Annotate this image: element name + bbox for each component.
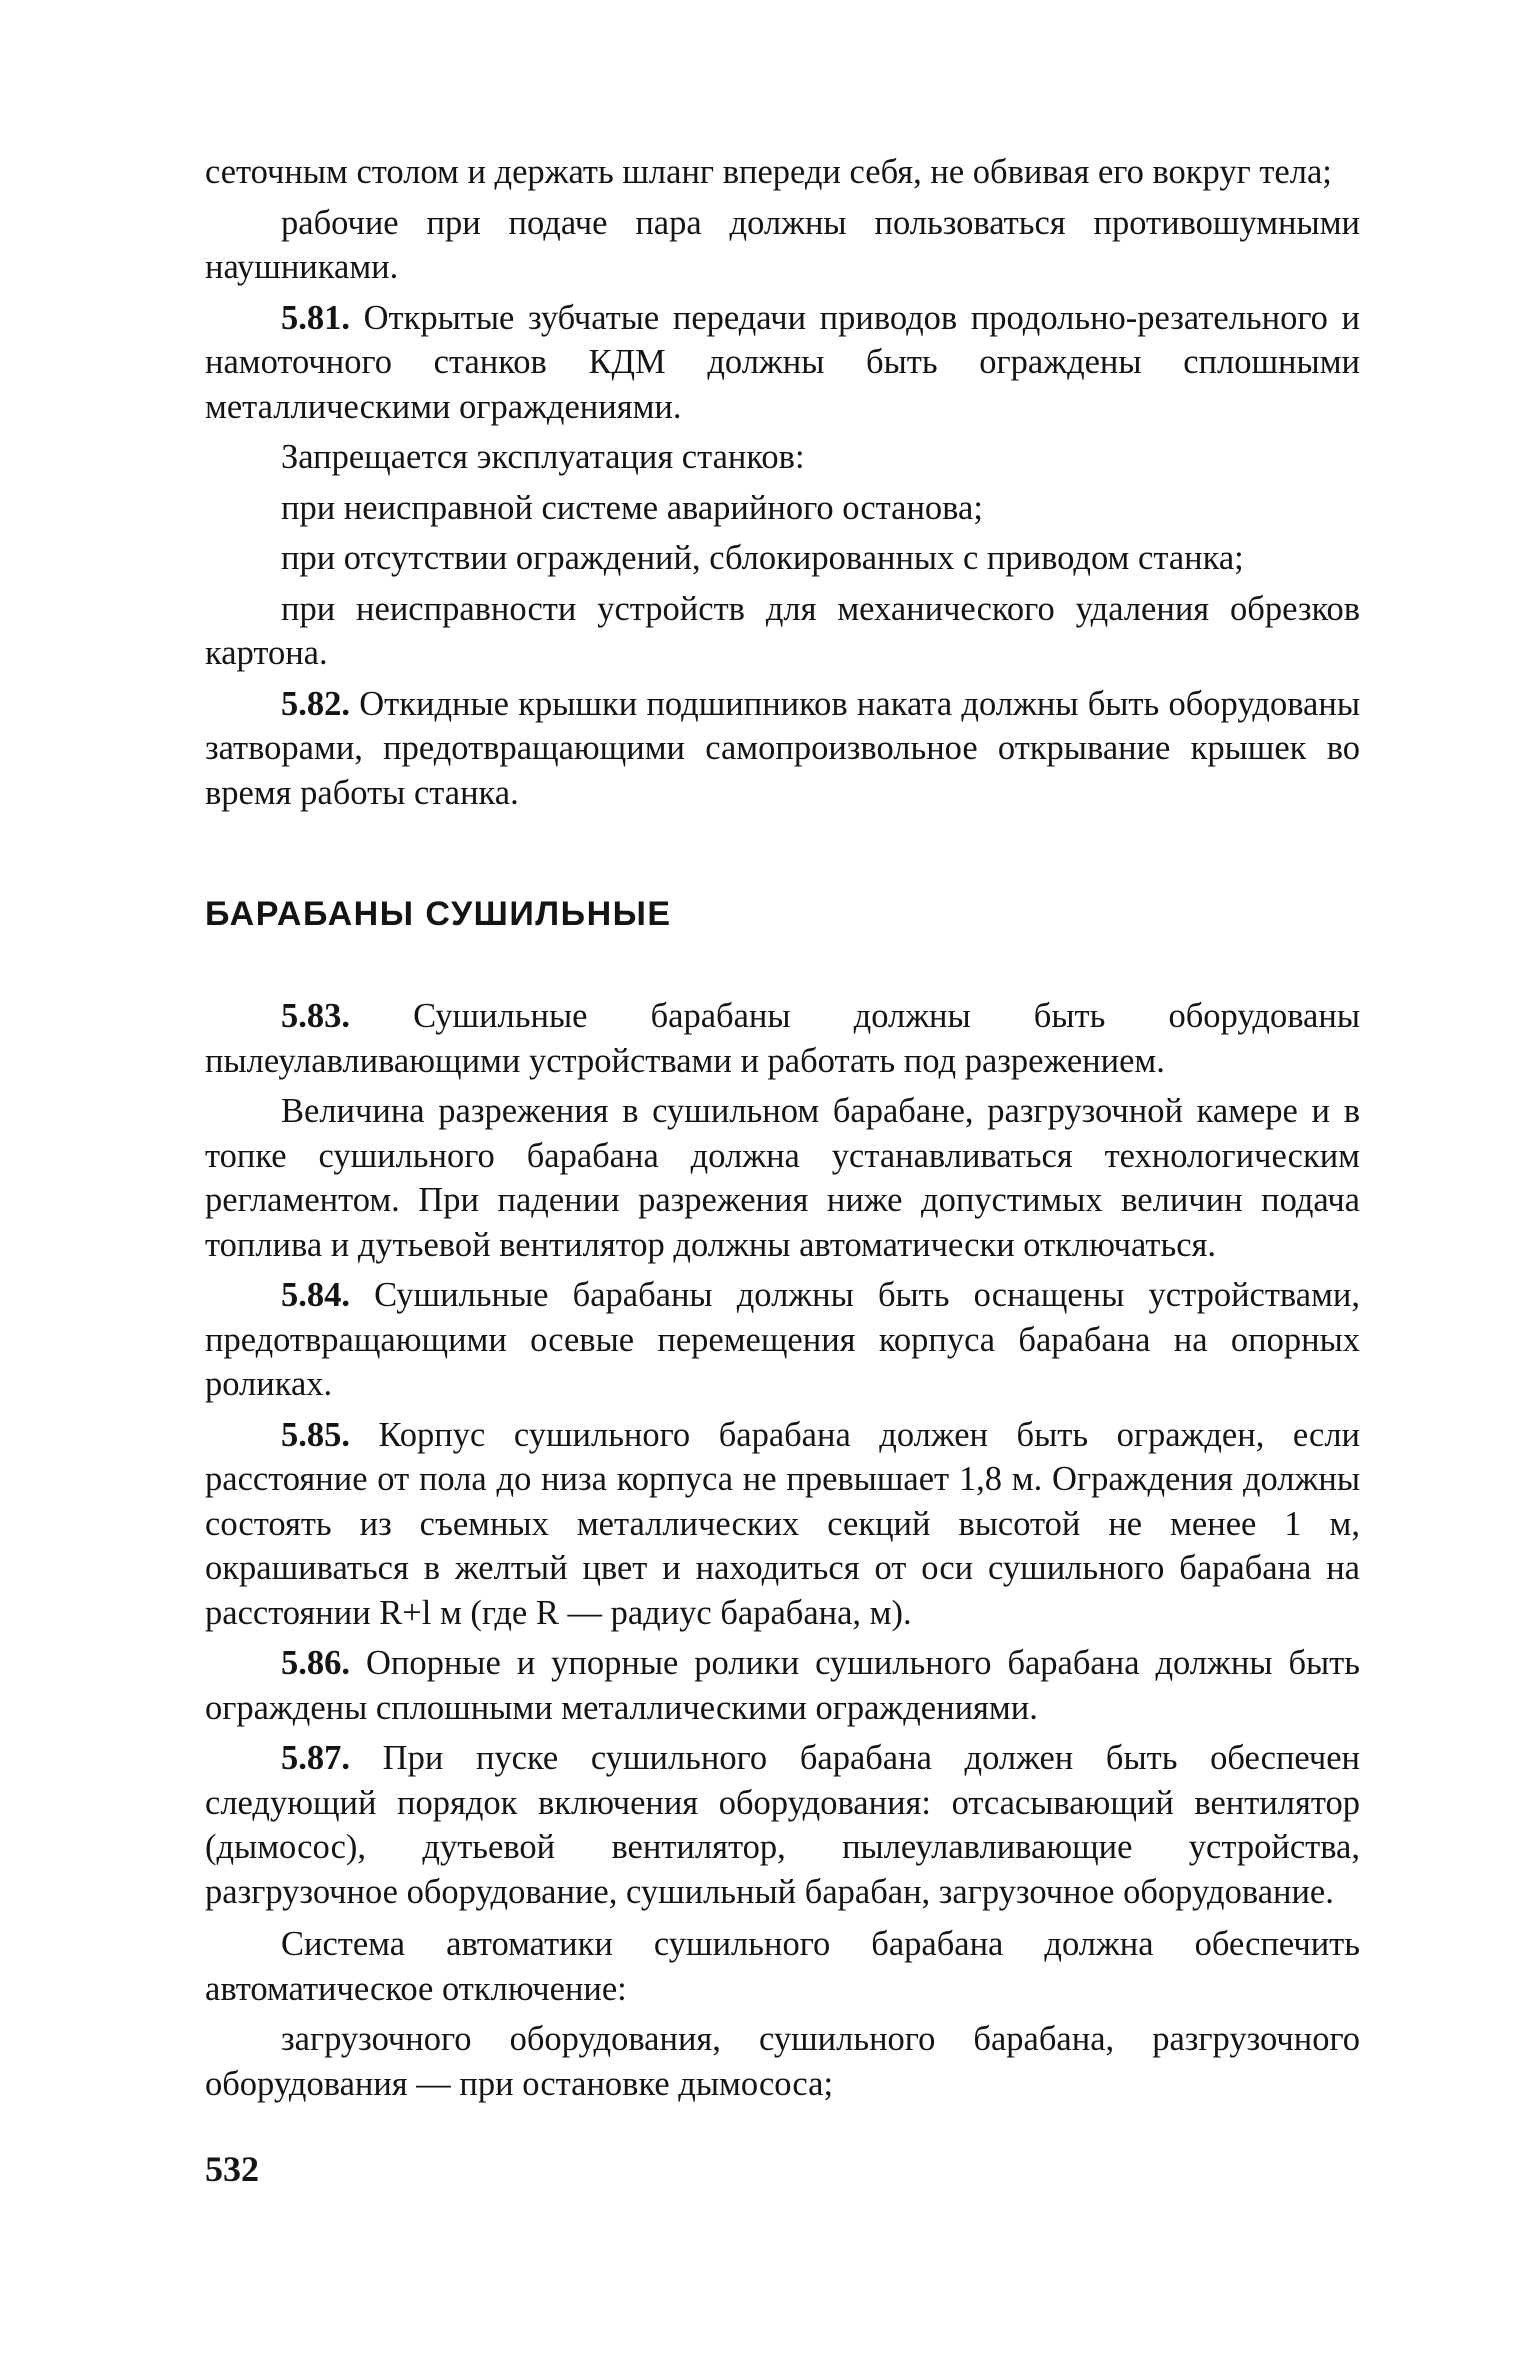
clause-number: 5.86. (281, 1644, 350, 1682)
clause-5-87: 5.87. При пуске сушильного барабана должен быть обеспечен следующий порядок включения оборудования: отсасывающий вентилятор (дымосос), дутьевой вентилятор, пылеулавливающие устройства, разгрузочное оборудование, сушильный барабан, загрузочное оборудование. (205, 1739, 1361, 1911)
clause-5-85: 5.85. Корпус сушильного барабана должен быть огражден, если расстояние от пола до низа корпуса не превышает 1,8 м. Ограждения должны состоять из съемных металлических секций высотой не менее 1 м, окрашиваться в желтый цвет и находиться от оси сушильного барабана на расстоянии R+l м (где R — радиус барабана, м). (205, 1415, 1360, 1632)
clause-5-81: 5.81. Открытые зубчатые передачи приводов продольно-резательного и намоточного станков КДМ должны быть ограждены сплошными металлическими ограждениями. (205, 298, 1360, 426)
paragraph: рабочие при подаче пара должны пользоваться противошумными наушниками. (205, 203, 1360, 286)
clause-number: 5.85. (281, 1415, 350, 1454)
page-number: 532 (205, 2149, 259, 2189)
paragraph: Величина разрежения в сушильном барабане, разгрузочной камере и в топке сушильного барабана должна устанавливаться технологическим регламентом. При падении разрежения ниже допустимых величин подача топлива и дутьевой вентилятор должны автоматически отключаться. (205, 1092, 1360, 1264)
paragraph-continuation: сеточным столом и держать шланг впереди себя, не обвивая его вокруг тела; (205, 153, 1332, 191)
paragraph: Система автоматики сушильного барабана должна обеспечить автоматическое отключение: (205, 1925, 1360, 2008)
clause-number: 5.82. (281, 684, 350, 723)
clause-5-83: 5.83. Сушильные барабаны должны быть оборудованы пылеулавливающими устройствами и работать под разрежением. (205, 997, 1360, 1080)
section-heading: БАРАБАНЫ СУШИЛЬНЫЕ (205, 895, 672, 933)
paragraph: Запрещается эксплуатация станков: (281, 438, 805, 476)
clause-number: 5.83. (281, 997, 350, 1035)
clause-5-86: 5.86. Опорные и упорные ролики сушильного барабана должны быть ограждены сплошными металлическими ограждениями. (205, 1644, 1360, 1727)
clause-5-84: 5.84. Сушильные барабаны должны быть оснащены устройствами, предотвращающими осевые перемещения корпуса барабана на опорных роликах. (205, 1276, 1360, 1403)
clause-number: 5.87. (281, 1739, 350, 1777)
clause-5-82: 5.82. Откидные крышки подшипников наката должны быть оборудованы затворами, предотвращающими самопроизвольное открывание крышек во время работы станка. (205, 684, 1361, 812)
list-item: загрузочного оборудования, сушильного барабана, разгрузочного оборудования — при остановке дымососа; (205, 2020, 1360, 2103)
clause-number: 5.84. (281, 1276, 350, 1314)
list-item: при отсутствии ограждений, сблокированных с приводом станка; (281, 539, 1244, 577)
list-item: при неисправной системе аварийного останова; (281, 488, 983, 527)
document-page (205, 150, 1360, 2106)
list-item: при неисправности устройств для механического удаления обрезков картона. (205, 589, 1360, 672)
clause-number: 5.81. (281, 298, 350, 337)
